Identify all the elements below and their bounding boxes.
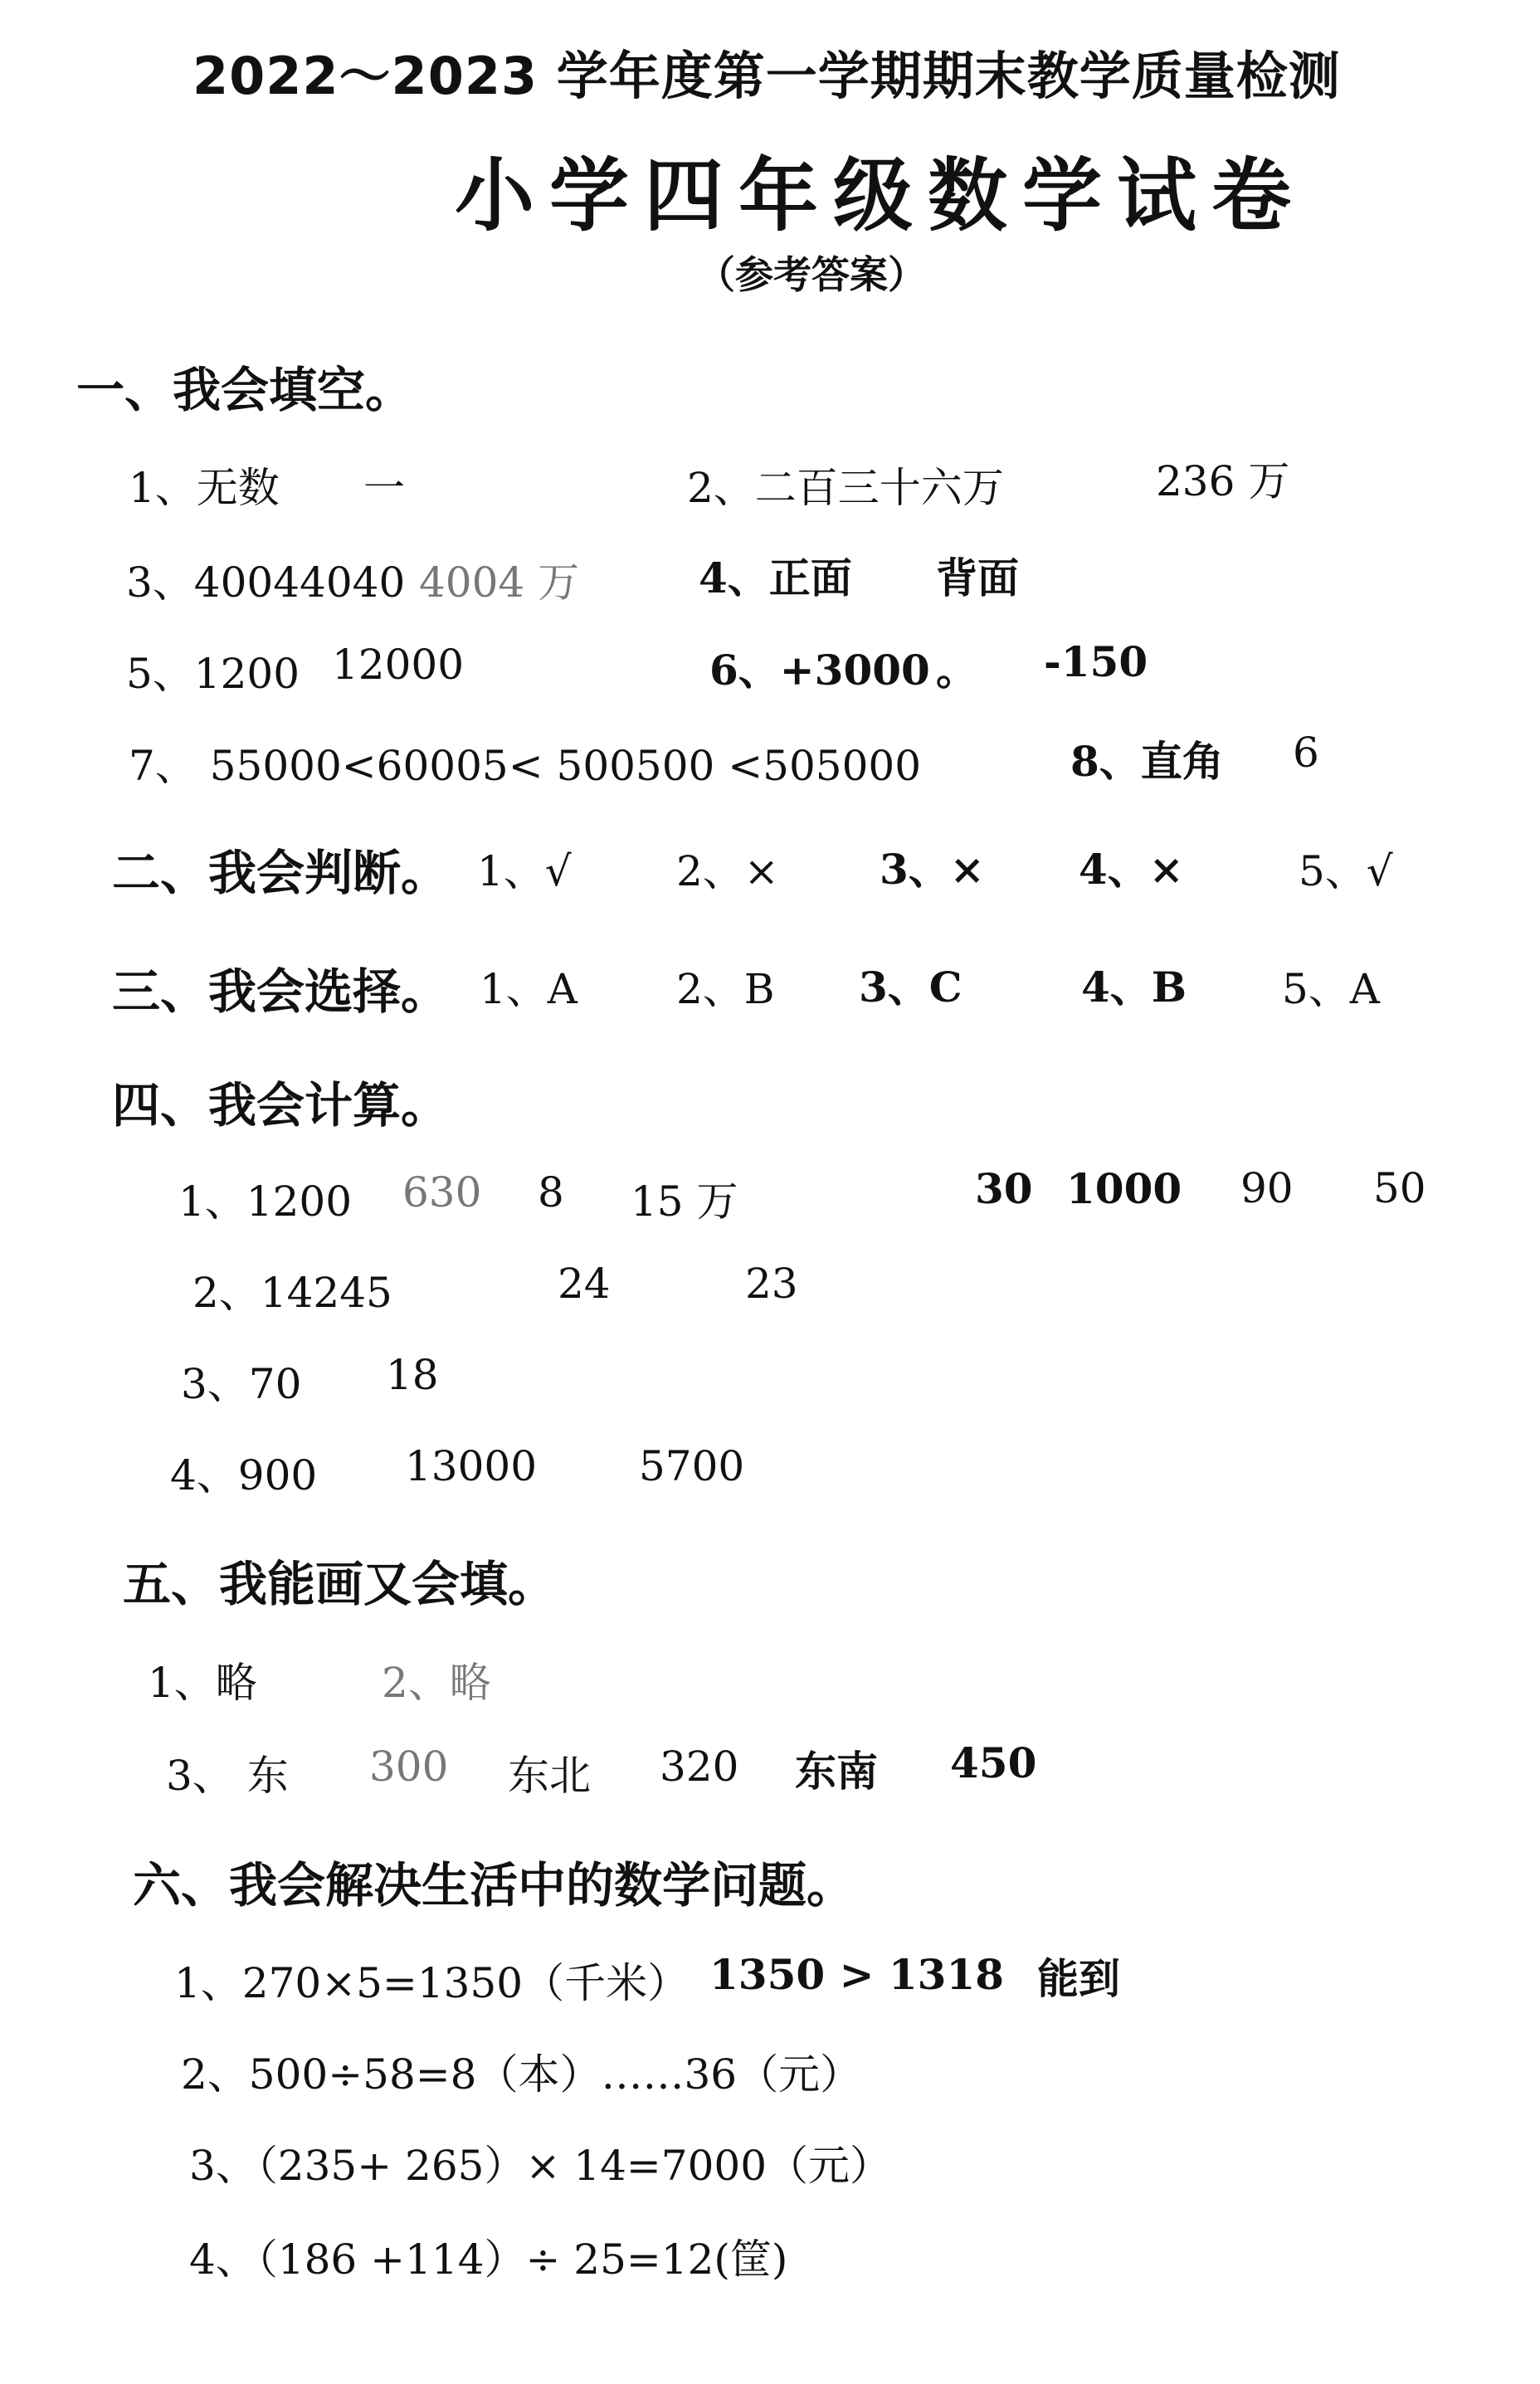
- s4-r1-g: 90: [1240, 1164, 1294, 1212]
- section-6-heading: 六、我会解决生活中的数学问题。: [133, 1857, 855, 1914]
- section-2-heading: 二、我会判断。: [112, 845, 450, 901]
- s6-q3-answer: 3、（235+ 265）× 14=7000（元）: [189, 2142, 892, 2190]
- s4-r2-a: 2、14245: [192, 1269, 392, 1317]
- s1-q8-answer-2: 6: [1293, 729, 1319, 777]
- s5-r2-a: 3、 东: [166, 1752, 289, 1800]
- section-1-heading: 一、我会填空。: [76, 362, 414, 418]
- s1-q2-answer-2: 236 万: [1156, 457, 1290, 505]
- s3-answer-5: 5、A: [1282, 965, 1380, 1013]
- section-3-heading: 三、我会选择。: [112, 963, 450, 1020]
- exam-title: 2022～2023 学年度第一学期期末教学质量检测: [192, 46, 1341, 106]
- s2-answer-1: 1、√: [477, 847, 572, 895]
- s2-answer-5: 5、√: [1299, 847, 1393, 895]
- s5-r1-b: 2、略: [382, 1659, 491, 1707]
- s1-q5-answer-2: 12000: [332, 641, 465, 689]
- s4-r1-b: 630: [402, 1168, 482, 1216]
- s3-answer-4: 4、B: [1081, 963, 1187, 1012]
- s4-r1-d: 15 万: [631, 1177, 738, 1226]
- s2-answer-4: 4、×: [1079, 845, 1184, 894]
- s6-q2-answer: 2、500÷58=8（本）……36（元）: [181, 2050, 862, 2099]
- s4-r1-c: 8: [538, 1168, 564, 1216]
- answer-key-note: （参考答案）: [697, 252, 926, 297]
- s1-q3-answer: 3、40044040: [126, 558, 406, 607]
- s1-q1-answer: 1、无数: [129, 464, 280, 512]
- s3-answer-2: 2、B: [676, 965, 775, 1013]
- s1-q6-answer-2: -150: [1044, 637, 1148, 686]
- s2-answer-3: 3、×: [880, 845, 985, 894]
- s5-r2-b: 300: [369, 1743, 449, 1791]
- s4-r1-e: 30: [975, 1164, 1033, 1213]
- s2-answer-2: 2、×: [676, 847, 779, 895]
- s5-r2-d: 320: [660, 1743, 739, 1791]
- section-5-heading: 五、我能画又会填。: [123, 1556, 557, 1612]
- s5-r2-c: 东北: [508, 1752, 591, 1800]
- s4-r4-c: 5700: [639, 1442, 745, 1490]
- s1-q3-answer-2: 4004 万: [419, 558, 580, 607]
- s5-r2-e: 东南: [795, 1747, 878, 1796]
- s3-answer-1: 1、A: [480, 965, 578, 1013]
- s6-q1-calc: 1、270×5=1350（千米）: [174, 1959, 690, 2007]
- s3-answer-3: 3、C: [859, 963, 962, 1012]
- s1-q5-answer: 5、1200: [126, 650, 300, 698]
- s4-r2-b: 24: [558, 1260, 611, 1308]
- s1-q1-answer-2: 一: [363, 464, 405, 512]
- s4-r4-a: 4、900: [170, 1451, 318, 1499]
- s6-q1-compare: 1350 > 1318: [709, 1950, 1005, 1999]
- s4-r1-h: 50: [1373, 1164, 1426, 1212]
- paper-subtitle: 小学四年级数学试卷: [455, 149, 1306, 242]
- s1-q8-answer: 8、直角: [1070, 737, 1224, 786]
- section-4-heading: 四、我会计算。: [112, 1077, 450, 1133]
- s1-q7-answer: 7、 55000<60005< 500500 <505000: [129, 742, 922, 790]
- s4-r2-c: 23: [745, 1260, 798, 1308]
- s1-q4-answer: 4、正面: [699, 553, 852, 602]
- s1-q6-answer: 6、+3000: [709, 646, 930, 695]
- s4-r3-a: 3、70: [181, 1360, 302, 1408]
- s5-r1-a: 1、略: [148, 1659, 257, 1707]
- s4-r3-b: 18: [386, 1351, 439, 1399]
- s6-q1-conclusion: 能到: [1037, 1954, 1120, 2003]
- s5-r2-f: 450: [950, 1738, 1037, 1787]
- s6-q4-answer: 4、（186 +114）÷ 25=12(筐): [189, 2235, 788, 2284]
- s4-r4-b: 13000: [405, 1442, 538, 1490]
- s4-r1-f: 1000: [1066, 1164, 1182, 1213]
- s4-r1-a: 1、1200: [178, 1177, 353, 1226]
- s1-q2-answer: 2、二百三十六万: [687, 464, 1004, 512]
- s1-q4-answer-2: 背面: [936, 553, 1019, 602]
- s1-q6-mark: 。: [936, 646, 977, 695]
